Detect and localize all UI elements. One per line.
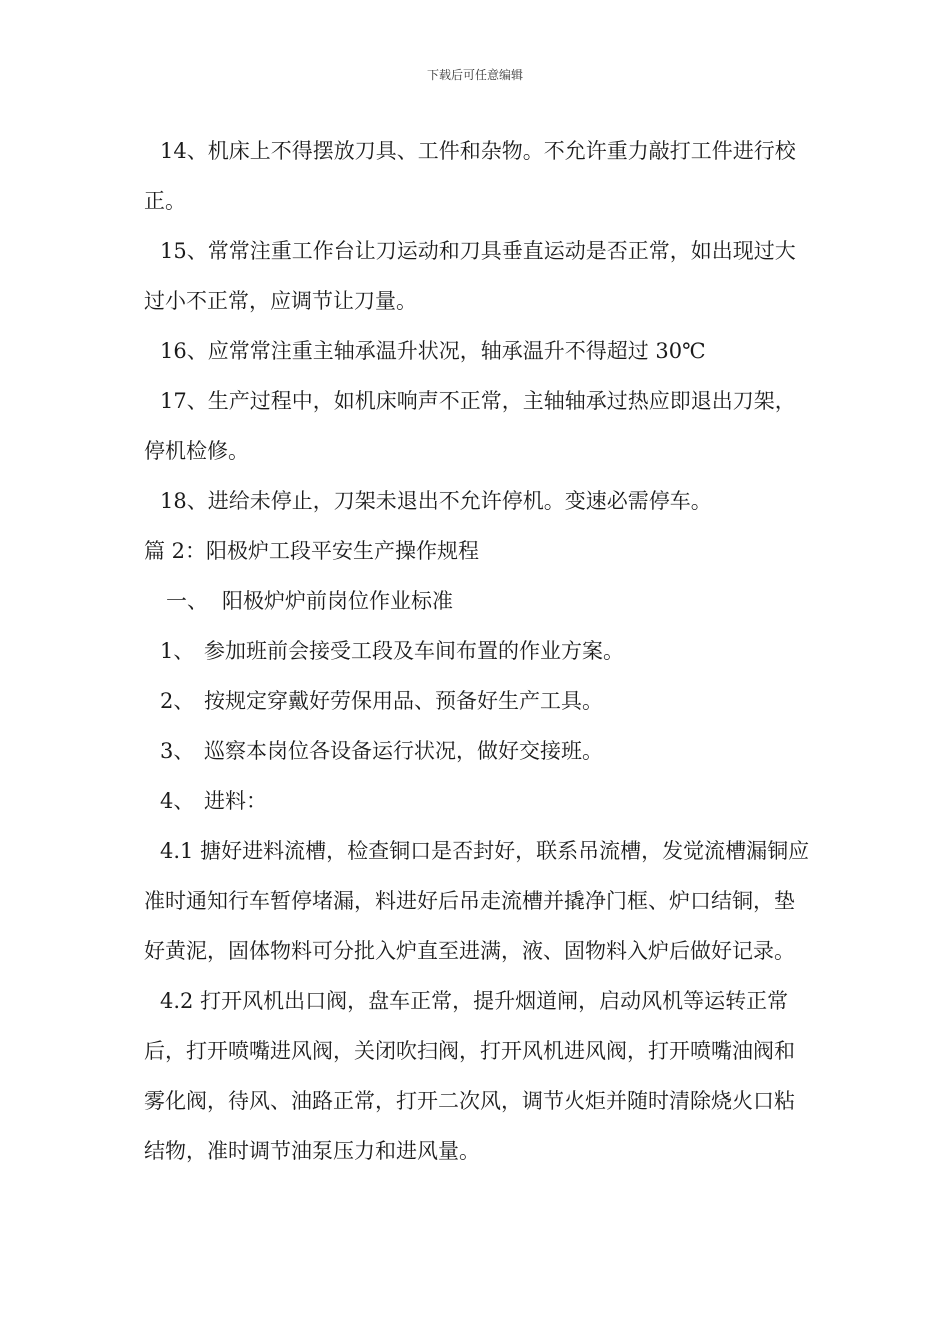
list-number: 3、 [160,739,195,763]
paragraph-15: 15、常常注重工作台让刀运动和刀具垂直运动是否正常，如出现过大过小不正常，应调节让刀量。 [144,239,796,313]
list-text: 按规定穿戴好劳保用品、预备好生产工具。 [204,689,603,713]
list-text: 参加班前会接受工段及车间布置的作业方案。 [204,639,624,663]
paragraph-14: 14、机床上不得摆放刀具、工件和杂物。不允许重力敲打工件进行校正。 [144,139,796,213]
paragraph-4-2: 4.2 打开风机出口阀，盘车正常，提升烟道闸，启动风机等运转正常后，打开喷嘴进风阀，关闭吹扫阀，打开风机进风阀，打开喷嘴油阀和雾化阀，待风、油路正常，打开二次风，调节火炬并随时清除烧火口粘结物，准时调节油泵压力和进风量。 [144,989,795,1163]
paragraph-4-1: 4.1 搪好进料流槽，检查铜口是否封好，联系吊流槽，发觉流槽漏铜应准时通知行车暂停堵漏，料进好后吊走流槽并撬净门框、炉口结铜，垫好黄泥，固体物料可分批入炉直至进满，液、固物料入炉后做好记录。 [144,839,810,963]
document-body [144,126,810,1176]
list-text: 进料： [204,789,267,813]
list-number: 4、 [160,789,195,813]
section-number: 一、 [166,589,208,613]
section-text: 阳极炉炉前岗位作业标准 [222,589,453,613]
section-heading [144,576,810,626]
list-item [144,726,810,776]
list-item [144,676,810,726]
list-number: 2、 [160,689,195,713]
list-item [144,626,810,676]
page-header: 下载后可任意编辑 [426,68,523,82]
paragraph-16: 16、应常常注重主轴承温升状况，轴承温升不得超过 30℃ [160,339,706,363]
list-text: 巡察本岗位各设备运行状况，做好交接班。 [204,739,603,763]
list-number: 1、 [160,639,195,663]
part-title: 篇 2：阳极炉工段平安生产操作规程 [144,539,480,563]
list-item [144,776,810,826]
paragraph-17: 17、生产过程中，如机床响声不正常，主轴轴承过热应即退出刀架，停机检修。 [144,389,796,463]
paragraph-18: 18、进给未停止，刀架未退出不允许停机。变速必需停车。 [160,489,712,513]
